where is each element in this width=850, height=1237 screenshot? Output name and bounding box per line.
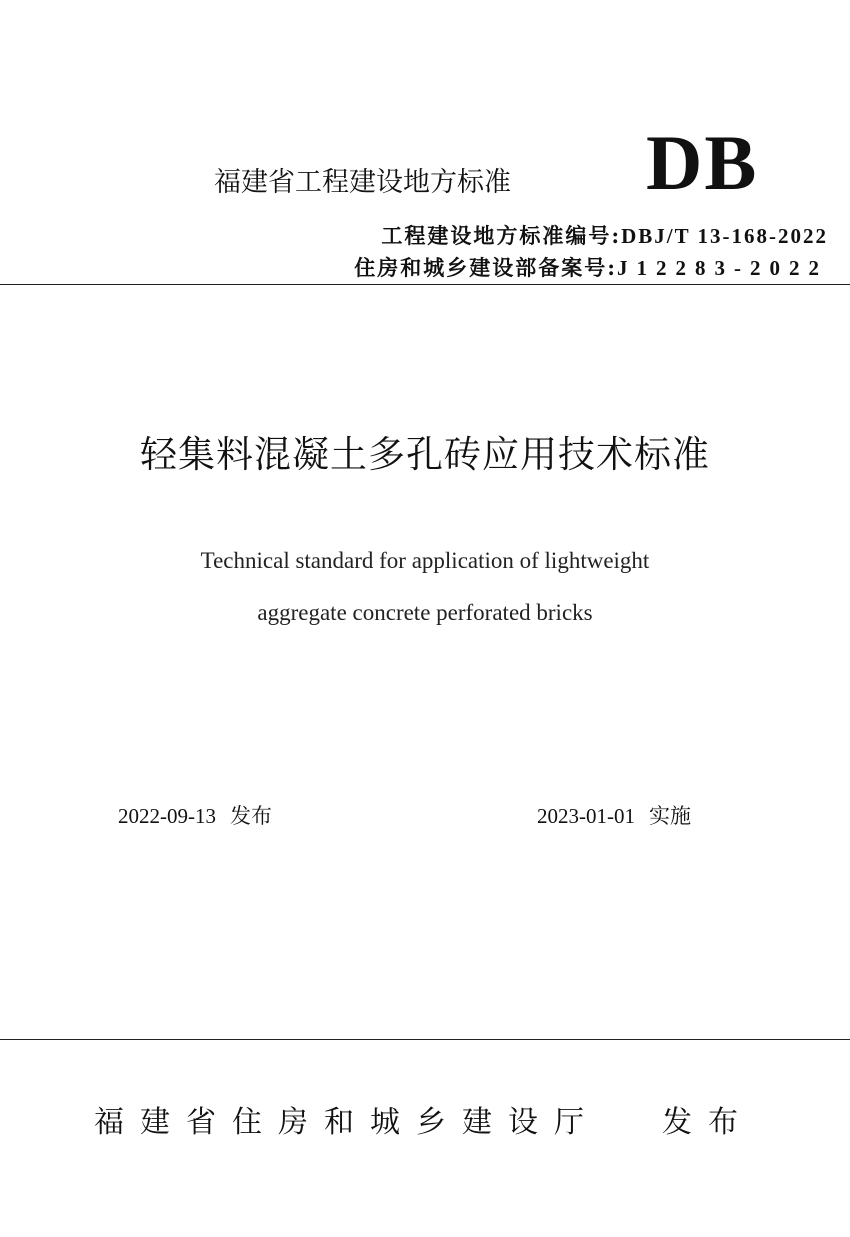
standard-type: 福建省工程建设地方标准: [214, 167, 511, 198]
implement-label: 实施: [649, 804, 691, 828]
standard-number-line: [381, 220, 828, 250]
english-title-line-2: aggregate concrete perforated bricks: [257, 600, 593, 625]
record-number-line: [354, 252, 828, 282]
issue-date: 2022-09-13: [118, 804, 216, 828]
main-title: 轻集料混凝土多孔砖应用技术标准: [140, 433, 710, 476]
standard-number: DBJ/T 13-168-2022: [621, 224, 828, 248]
standard-number-label: 工程建设地方标准编号:: [381, 223, 622, 248]
footer-divider: [0, 1039, 850, 1040]
implement-date-block: [537, 800, 691, 830]
issue-date-block: [118, 800, 272, 830]
header-divider: [0, 284, 850, 285]
publisher: 福建省住房和城乡建设厅: [94, 1105, 600, 1140]
publish-label: 发布: [662, 1105, 754, 1140]
db-mark: DB: [646, 119, 759, 206]
issue-label: 发布: [230, 804, 272, 828]
record-number: J12283-2022: [617, 256, 828, 280]
implement-date: 2023-01-01: [537, 804, 635, 828]
english-title-line-1: Technical standard for application of lightweight: [200, 548, 650, 573]
record-number-label: 住房和城乡建设部备案号:: [354, 255, 617, 280]
